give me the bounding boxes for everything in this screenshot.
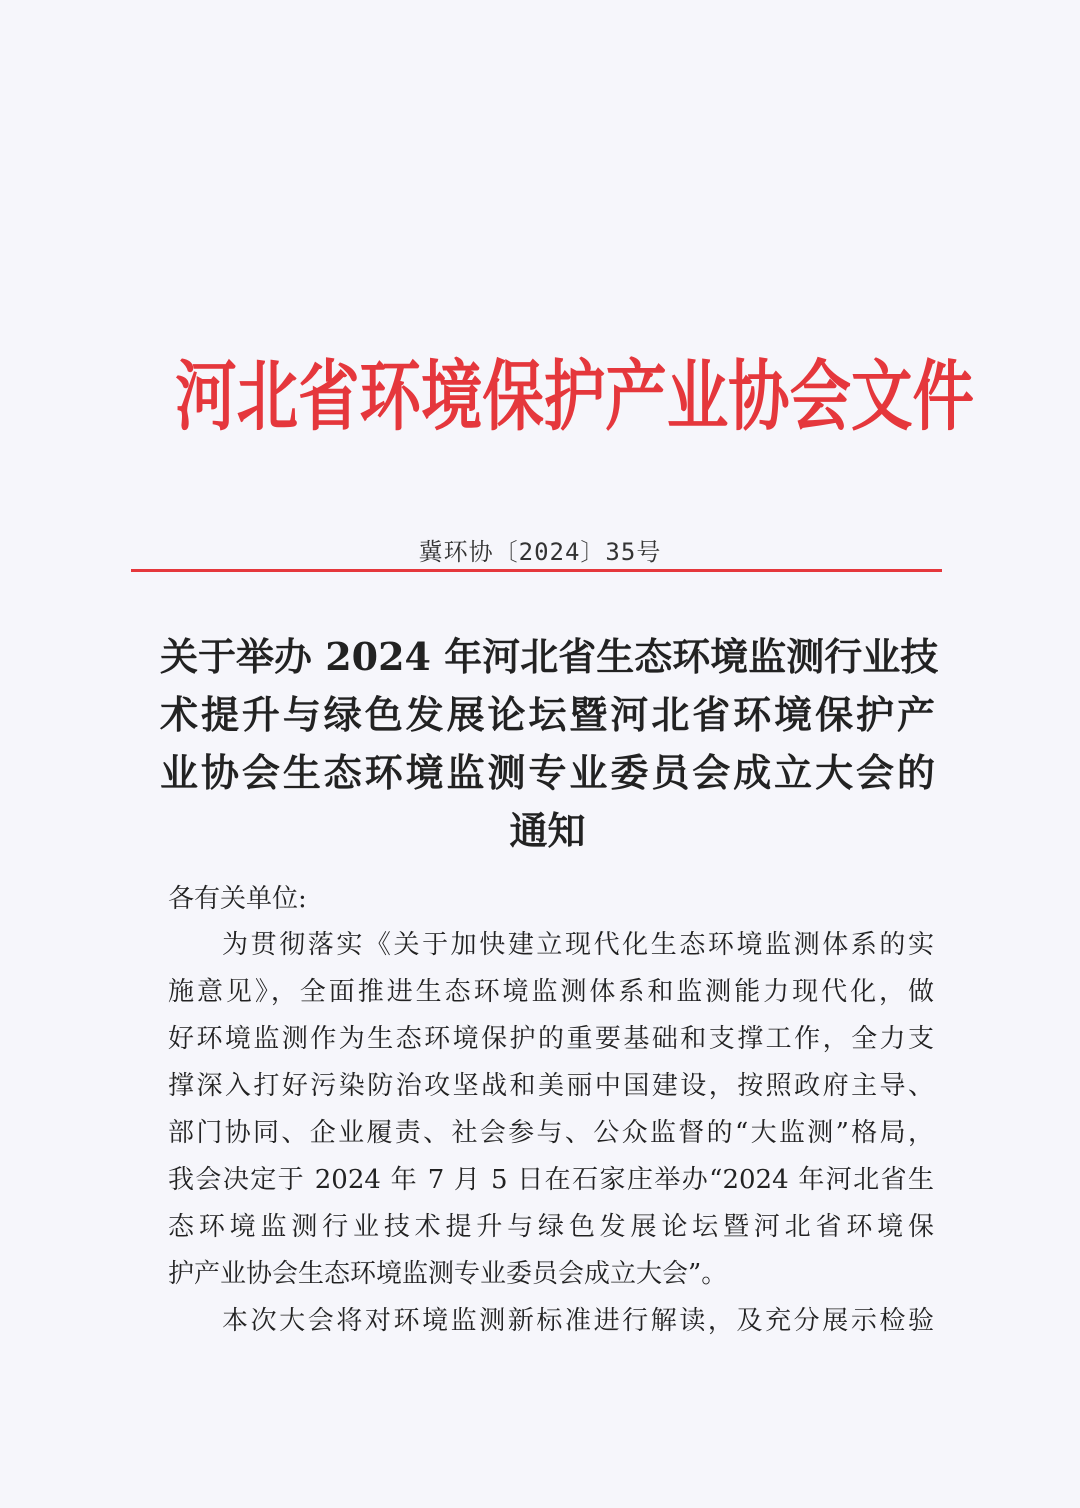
notice-title-line: 关于举办 2024 年河北省生态环境监测行业技: [160, 634, 939, 679]
paragraph-line: 撑深入打好污染防治攻坚战和美丽中国建设，按照政府主导、: [168, 1071, 934, 1101]
paragraph-line: 我会决定于 2024 年 7 月 5 日在石家庄举办“2024 年河北省生: [168, 1165, 934, 1195]
paragraph-line: 为贯彻落实《关于加快建立现代化生态环境监测体系的实: [222, 930, 934, 960]
notice-title: [160, 628, 939, 860]
salutation: 各有关单位:: [168, 884, 307, 914]
paragraph-line: 施意见》，全面推进生态环境监测体系和监测能力现代化，做: [168, 977, 934, 1007]
paragraph-line: 护产业协会生态环境监测专业委员会成立大会”。: [168, 1259, 728, 1289]
paragraph-line: 好环境监测作为生态环境保护的重要基础和支撑工作，全力支: [168, 1024, 934, 1054]
notice-title-line: 通知: [509, 808, 586, 853]
red-divider-line: [131, 569, 942, 572]
document-number: 冀环协〔2024〕35号: [418, 538, 662, 566]
paragraph-line: 本次大会将对环境监测新标准进行解读，及充分展示检验: [222, 1306, 934, 1336]
paragraph-line: 部门协同、企业履责、社会参与、公众监督的“大监测”格局，: [168, 1118, 934, 1148]
org-header-title: 河北省环境保护产业协会文件: [175, 352, 974, 443]
body-text: [168, 922, 934, 1345]
paragraph-line: 态环境监测行业技术提升与绿色发展论坛暨河北省环境保: [168, 1212, 934, 1242]
notice-title-line: 业协会生态环境监测专业委员会成立大会的: [160, 750, 935, 795]
notice-title-line: 术提升与绿色发展论坛暨河北省环境保护产: [160, 692, 935, 737]
